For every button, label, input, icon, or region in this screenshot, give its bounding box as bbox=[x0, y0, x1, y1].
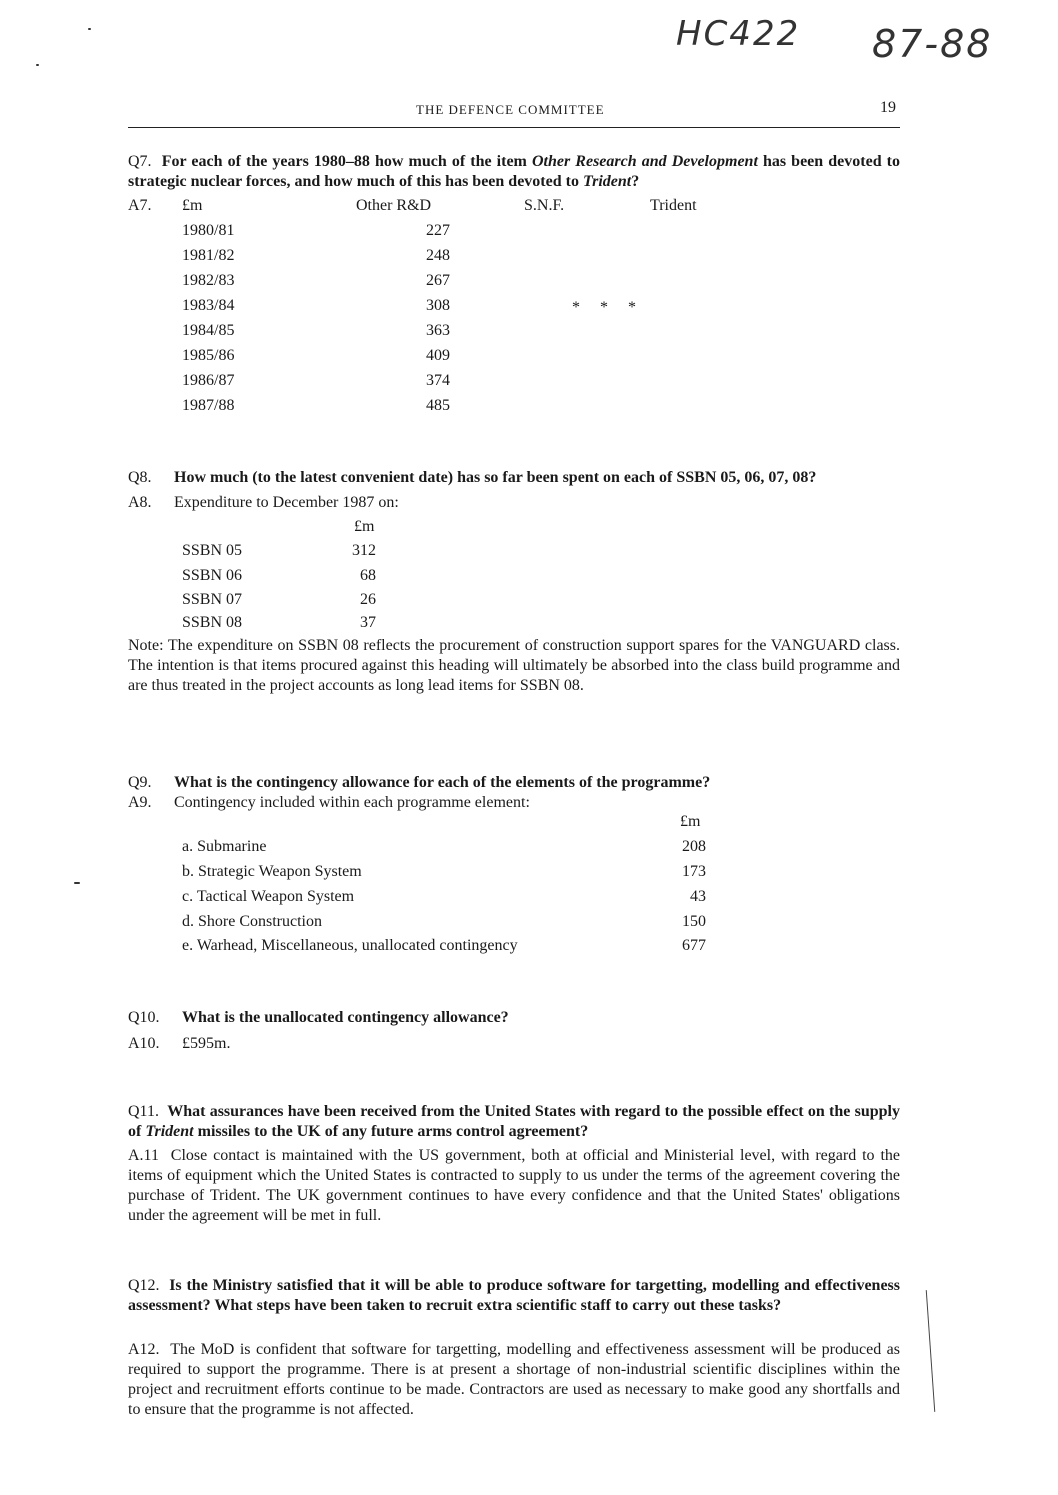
running-head: THE DEFENCE COMMITTEE bbox=[416, 102, 605, 117]
table-row-value: 409 bbox=[426, 347, 450, 364]
q7-label: Q7. bbox=[128, 153, 152, 170]
q8-text: How much (to the latest convenient date) has so far been spent on each of SSBN 05, 06, 07, 08? bbox=[174, 469, 817, 486]
table-row-value: 485 bbox=[426, 397, 450, 414]
a12-answer-block bbox=[128, 1340, 900, 1420]
handwritten-session: 87-88 bbox=[872, 22, 993, 66]
table-row-year: 1980/81 bbox=[182, 222, 235, 239]
a7-col-trident: Trident bbox=[650, 197, 697, 214]
a11-answer-block bbox=[128, 1146, 900, 1226]
q8-question bbox=[128, 468, 816, 488]
q11-text: missiles to the UK of any future arms control agreement? bbox=[193, 1123, 589, 1140]
table-row-name: SSBN 06 bbox=[182, 567, 243, 584]
table-row-value: 37 bbox=[360, 614, 376, 631]
table-row-value: 677 bbox=[682, 937, 706, 954]
a8-note: Note: The expenditure on SSBN 08 reflects the procurement of construction support spares for the VANGUARD class. The intention is that items procured against this heading will ultimately be absorbed into the class build programme and are thus treated in the project accounts as long lead items for SSBN 08. bbox=[128, 637, 900, 694]
scan-speck bbox=[88, 28, 91, 30]
q8-label: Q8. bbox=[128, 469, 152, 486]
a8-intro: Expenditure to December 1987 on: bbox=[174, 494, 399, 511]
q10-question bbox=[128, 1008, 509, 1028]
a7-col-snf: S.N.F. bbox=[524, 197, 565, 214]
q7-text: ? bbox=[631, 173, 640, 190]
table-row-name: SSBN 05 bbox=[182, 542, 243, 559]
table-row-value: 68 bbox=[360, 567, 376, 584]
a9-label: A9. bbox=[128, 794, 152, 811]
table-row-item: b. Strategic Weapon System bbox=[182, 863, 362, 880]
q7-text: has been devoted to strategic nuclear forces, and how much of this has been devoted to bbox=[128, 153, 901, 190]
table-row-item: c. Tactical Weapon System bbox=[182, 888, 355, 905]
a8-unit: £m bbox=[354, 518, 375, 535]
a9-intro: Contingency included within each programme element: bbox=[174, 794, 530, 811]
table-row-value: 43 bbox=[690, 888, 706, 905]
table-row-value: 267 bbox=[426, 272, 450, 289]
table-row-value: 374 bbox=[426, 372, 450, 389]
scan-speck bbox=[36, 64, 39, 66]
a8-label: A8. bbox=[128, 494, 152, 511]
table-row-year: 1986/87 bbox=[182, 372, 235, 389]
q12-label: Q12. bbox=[128, 1277, 160, 1294]
table-row-value: 312 bbox=[352, 542, 376, 559]
table-row-value: 248 bbox=[426, 247, 450, 264]
table-row-year: 1987/88 bbox=[182, 397, 235, 414]
a7-col-other-rd: Other R&D bbox=[356, 197, 432, 214]
table-row-value: 150 bbox=[682, 913, 706, 930]
table-row-value: 173 bbox=[682, 863, 706, 880]
q9-text: What is the contingency allowance for each of the elements of the programme? bbox=[174, 774, 711, 791]
table-row-year: 1984/85 bbox=[182, 322, 235, 339]
q9-label: Q9. bbox=[128, 774, 152, 791]
table-row-value: 26 bbox=[360, 591, 376, 608]
q10-text: What is the unallocated contingency allowance? bbox=[182, 1009, 509, 1026]
table-row-item: e. Warhead, Miscellaneous, unallocated contingency bbox=[182, 937, 518, 954]
q11-label: Q11. bbox=[128, 1103, 159, 1120]
table-row-name: SSBN 07 bbox=[182, 591, 243, 608]
table-row-value: 363 bbox=[426, 322, 450, 339]
scan-speck bbox=[74, 882, 80, 884]
a10-label: A10. bbox=[128, 1035, 160, 1052]
page-number: 19 bbox=[880, 99, 896, 116]
a11-answer: Close contact is maintained with the US government, both at official and Ministerial level, with regard to the items of equipment which the United States is contracted to supply to us under the terms of the agreement covering the purchase of Trident. The UK government continues to have every confidence and that the United States' obligations under the agreement will be met in full. bbox=[128, 1147, 900, 1224]
q10-label: Q10. bbox=[128, 1009, 160, 1026]
a11-label: A.11 bbox=[128, 1147, 159, 1164]
q9-question bbox=[128, 773, 710, 793]
table-row-item: a. Submarine bbox=[182, 838, 267, 855]
table-row-year: 1981/82 bbox=[182, 247, 235, 264]
q11-text: What assurances have been received from the United States with regard to the possible effect on the supply of bbox=[128, 1103, 900, 1140]
q7-question bbox=[128, 152, 900, 192]
table-row-value: 208 bbox=[682, 838, 706, 855]
a12-label: A12. bbox=[128, 1341, 160, 1358]
q7-text: For each of the years 1980–88 how much of the item bbox=[161, 153, 532, 170]
a7-col-unit: £m bbox=[182, 197, 203, 214]
table-row-value: 227 bbox=[426, 222, 450, 239]
table-row-item: d. Shore Construction bbox=[182, 913, 322, 930]
table-row-name: SSBN 08 bbox=[182, 614, 243, 631]
a12-answer: The MoD is confident that software for targetting, modelling and effectiveness assessment will be produced as required to support the programme. There is at present a shortage of non-industrial scientific disciplines within the project and recruitment efforts continue to be made. Contractors are used as necessary to make good any shortfalls and to ensure that the programme is not affected. bbox=[128, 1341, 900, 1418]
table-row-value: 308 bbox=[426, 297, 450, 314]
margin-pencil-mark bbox=[926, 1290, 936, 1412]
a9-unit: £m bbox=[680, 813, 701, 830]
q11-question bbox=[128, 1102, 900, 1142]
a10-answer: £595m. bbox=[182, 1035, 231, 1052]
table-row-year: 1985/86 bbox=[182, 347, 235, 364]
a7-label: A7. bbox=[128, 197, 152, 214]
q11-text: Trident bbox=[145, 1123, 194, 1140]
redaction-asterisks: * * * bbox=[572, 299, 636, 316]
table-row-year: 1983/84 bbox=[182, 297, 235, 314]
q7-text: Other Research and Development bbox=[531, 153, 758, 170]
q7-text: Trident bbox=[582, 173, 632, 190]
table-row-year: 1982/83 bbox=[182, 272, 235, 289]
q12-question bbox=[128, 1276, 900, 1316]
q12-text: Is the Ministry satisfied that it will be able to produce software for targetting, modelling and effectiveness assessment? What steps have been taken to recruit extra scientific staff to carry out these tasks? bbox=[128, 1277, 901, 1314]
header-rule bbox=[128, 127, 900, 128]
handwritten-reference: HC422 bbox=[676, 14, 801, 54]
